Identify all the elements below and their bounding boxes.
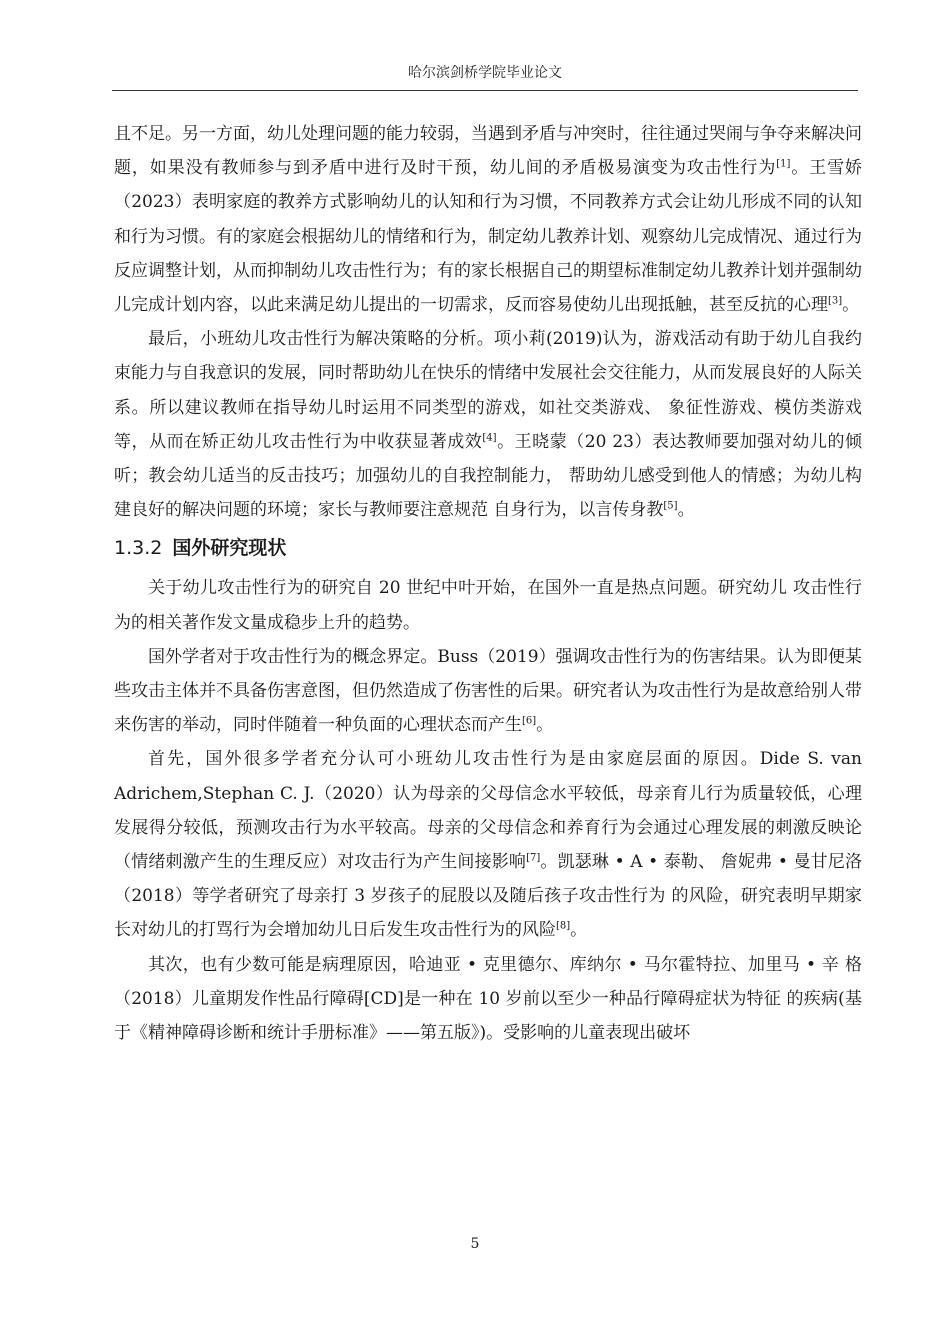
citation-ref: [3]: [828, 295, 843, 307]
paragraph-text: 国外学者对于攻击性行为的概念界定。Buss（2019）强调攻击性行为的伤害结果。认为即便某些攻击主体并不具备伤害意图，但仍然造成了伤害性的后果。研究者认为攻击性行为是故意给别人带来伤害的举动，同时伴随着一种负面的心理状态而产生: [114, 646, 862, 736]
paragraph-text: 。王晓蒙（20 23）表达教师要加强对幼儿的倾听；教会幼儿适当的反击技巧；加强幼儿的自我控制能力， 帮助幼儿感受到他人的情感；为幼儿构建良好的解决问题的环境；家长与教师要注意规范 自身行为，以言传身教: [114, 431, 863, 521]
running-header: 哈尔滨剑桥学院毕业论文: [112, 62, 858, 91]
paragraph-end: 。: [677, 500, 695, 521]
section-title: 国外研究现状: [172, 537, 287, 560]
citation-ref: [7]: [526, 852, 541, 864]
citation-ref: [8]: [556, 920, 571, 932]
body-text: [114, 117, 862, 1050]
paragraph-4: [114, 640, 862, 743]
paragraph-text: 最后，小班幼儿攻击性行为解决策略的分析。项小莉(2019)认为，游戏活动有助于幼儿自我约束能力与自我意识的发展，同时帮助幼儿在快乐的情绪中发展社会交往能力，从而发展良好的人际关系。所以建议教师在指导幼儿时运用不同类型的游戏，如社交类游戏、 象征性游戏、模仿类游戏等，从而在矫正幼儿攻击性行为中收获显著成效: [114, 329, 862, 452]
paragraph-end: 。: [536, 715, 554, 736]
paragraph-text: 。王雪娇（2023）表明家庭的教养方式影响幼儿的认知和行为习惯，不同教养方式会让幼儿形成不同的认知和行为习惯。有的家庭会根据幼儿的情绪和行为，制定幼儿教养计划、观察幼儿完成情况、通过行为反应调整计划，从而抑制幼儿攻击性行为；有的家长根据自己的期望标准制定幼儿教养计划并强制幼儿完成计划内容，以此来满足幼儿提出的一切需求，反而容易使幼儿出现抵触，甚至反抗的心理: [114, 158, 862, 316]
paragraph-text: 。凯瑟琳 • A • 泰勒、 詹妮弗 • 曼甘尼洛（2018）等学者研究了母亲打 3 岁孩子的屁股以及随后孩子攻击性行为 的风险，研究表明早期家长对幼儿的打骂行为会增加幼儿日后发生攻击性行为的风险: [114, 852, 863, 941]
citation-ref: [4]: [482, 432, 497, 444]
paragraph-1: [114, 117, 862, 322]
paragraph-text: 首先，国外很多学者充分认可小班幼儿攻击性行为是由家庭层面的原因。Dide S. van Adrichem,Stephan C. J.（2020）认为母亲的父母信念水平较低，母亲育儿行为质量较低，心理发展得分较低，预测攻击行为水平较高。母亲的父母信念和养育行为会通过心理发展的刺激反映论（情绪刺激产生的生理反应）对攻击行为产生间接影响: [114, 749, 862, 873]
citation-ref: [5]: [663, 500, 678, 512]
paragraph-text: 关于幼儿攻击性行为的研究自 20 世纪中叶开始，在国外一直是热点问题。研究幼儿 攻击性行为的相关著作发文量成稳步上升的趋势。: [114, 578, 862, 633]
section-heading: [114, 527, 862, 565]
paragraph-end: 。: [842, 295, 860, 316]
paragraph-end: 。: [570, 920, 588, 941]
section-number: 1.3.2: [114, 537, 163, 560]
paragraph-6: [114, 948, 862, 1051]
paragraph-text: 且不足。另一方面，幼儿处理问题的能力较弱，当遇到矛盾与冲突时，往往通过哭闹与争夺来解决问题，如果没有教师参与到矛盾中进行及时干预，幼儿间的矛盾极易演变为攻击性行为: [114, 124, 862, 179]
paragraph-text: 其次，也有少数可能是病理原因，哈迪亚 • 克里德尔、库纳尔 • 马尔霍特拉、加里马 • 辛 格（2018）儿童期发作性品行障碍[CD]是一种在 10 岁前以至少一种品行障碍症状为特征 的疾病(基于《精神障碍诊断和统计手册标准》——第五版》)。受影响的儿童表现出破坏: [114, 954, 862, 1044]
citation-ref: [6]: [522, 715, 537, 727]
citation-ref: [1]: [776, 158, 791, 170]
paragraph-3: [114, 571, 862, 639]
page-number: 5: [470, 1236, 480, 1252]
paragraph-2: [114, 322, 862, 527]
paragraph-5: [114, 742, 862, 947]
